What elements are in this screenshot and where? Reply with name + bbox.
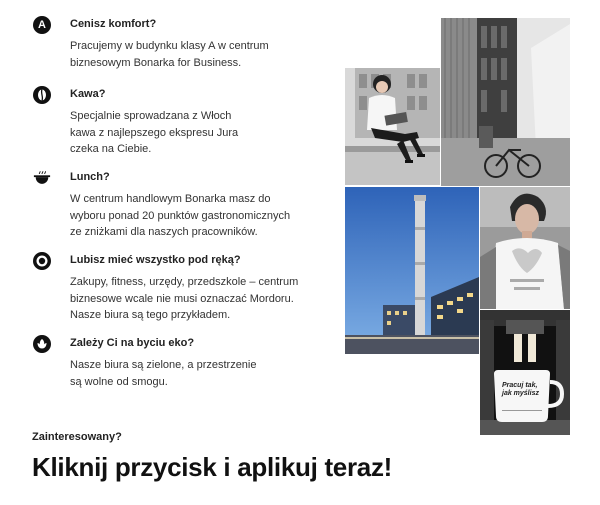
photo-coffee-mug (480, 310, 570, 435)
coffee-bean-icon (33, 86, 51, 104)
benefit-line: Specjalnie sprowadzana z Włoch (70, 110, 232, 122)
benefit-line: są wolne od smogu. (70, 375, 168, 388)
letter-a-icon (33, 16, 51, 34)
benefit-description (70, 38, 269, 71)
food-bowl-icon (33, 169, 51, 187)
photo-runner (480, 187, 570, 309)
benefit-line: biznesowe wcale nie musi oznaczać Mordoru. (70, 292, 294, 305)
cta-kicker: Zainteresowany? (32, 431, 122, 443)
benefit-line: wyboru ponad 20 punktów gastronomicznych (70, 209, 291, 222)
benefit-line: Zakupy, fitness, urzędy, przedszkole – centrum (70, 276, 299, 288)
benefit-title: Zależy Ci na byciu eko? (70, 337, 195, 349)
benefit-title: Lunch? (70, 171, 110, 183)
benefit-line: Nasze biura są tego przykładem. (70, 309, 231, 321)
benefit-title: Kawa? (70, 88, 106, 100)
photo-collage (345, 18, 570, 435)
cta-headline[interactable]: Kliknij przycisk i aplikuj teraz! (32, 452, 393, 482)
target-icon (33, 252, 51, 270)
photo-chimney-tower (345, 187, 479, 354)
benefit-title: Cenisz komfort? (70, 18, 157, 30)
benefit-line: ze zniżkami dla naszych pracowników. (70, 226, 258, 238)
benefit-lunch (30, 165, 290, 241)
mug-caption: Pracuj tak, jak myślisz (502, 382, 539, 397)
benefit-line: biznesowym Bonarka for Business. (70, 56, 242, 69)
benefit-line: Pracujemy w budynku klasy A w centrum (70, 40, 269, 52)
benefit-convenience (30, 248, 298, 324)
benefit-description (70, 191, 290, 241)
benefit-line: czeka na Ciebie. (70, 143, 152, 155)
benefit-description (70, 274, 298, 324)
photo-woman-laptop (345, 68, 440, 185)
benefit-description (70, 357, 256, 390)
leaf-icon (33, 335, 51, 353)
photo-office-buildings (441, 18, 570, 186)
benefit-coffee (30, 82, 238, 158)
benefit-title: Lubisz mieć wszystko pod ręką? (70, 254, 241, 266)
benefit-line: W centrum handlowym Bonarka masz do (70, 193, 271, 205)
letter-a-icon-glyph: A (38, 18, 46, 31)
benefit-comfort (30, 12, 269, 71)
benefit-description (70, 108, 238, 158)
benefit-line: Nasze biura są zielone, a przestrzenie (70, 359, 257, 371)
benefit-line: kawa z najlepszego ekspresu Jura (70, 126, 239, 139)
benefit-eco (30, 331, 256, 390)
